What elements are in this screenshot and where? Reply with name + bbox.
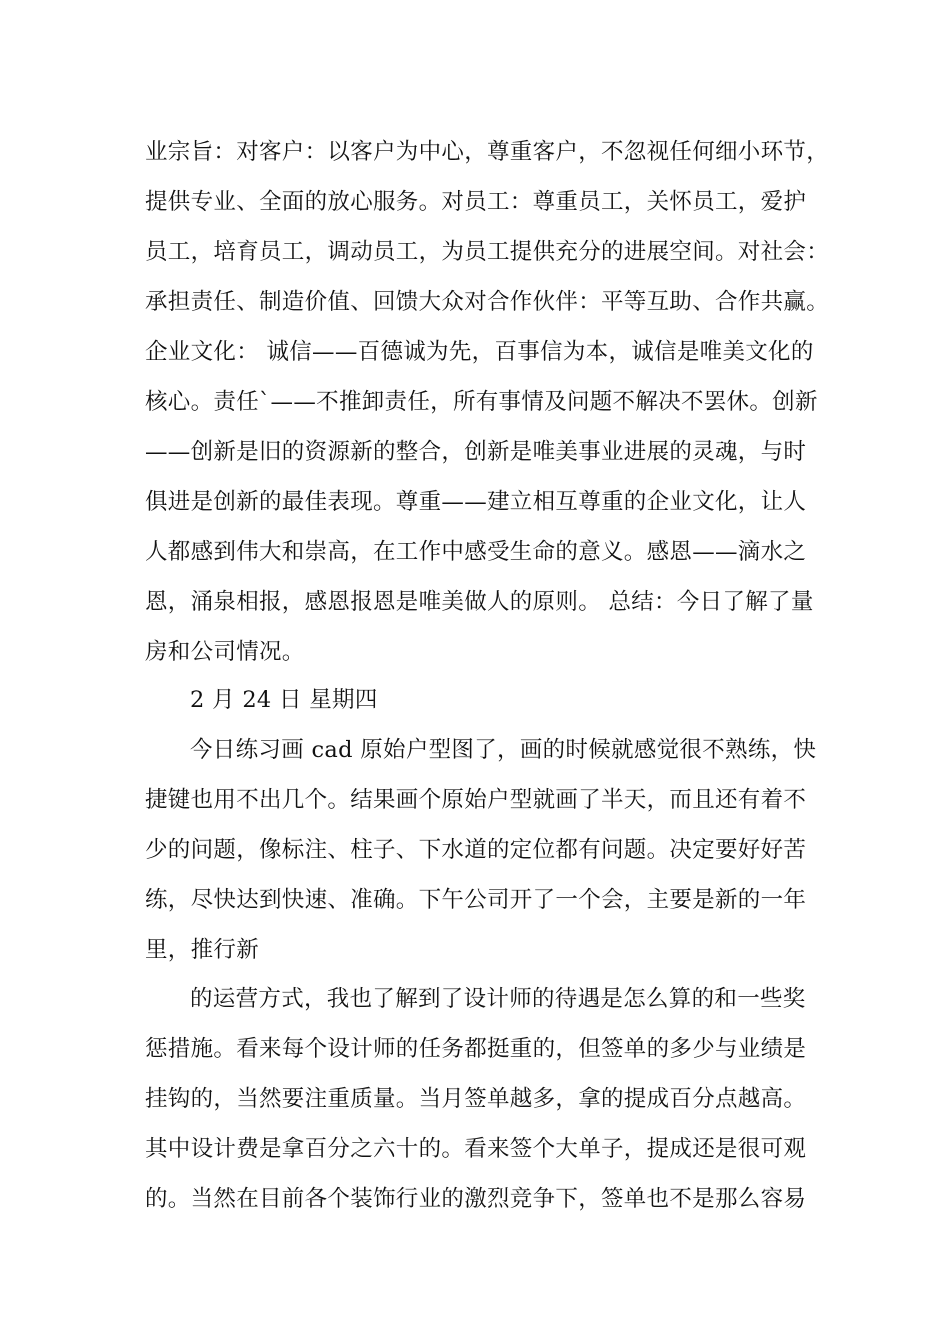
date-heading: 2 月 24 日 星期四 [190, 687, 378, 713]
text-line: 少的问题，像标注、柱子、下水道的定位都有问题。决定要好好苦 [145, 837, 807, 863]
text-line: 企业文化： 诚信——百德诚为先，百事信为本，诚信是唯美文化的 [145, 339, 814, 365]
text-line: 的运营方式，我也了解到了设计师的待遇是怎么算的和一些奖 [190, 986, 806, 1012]
text-line: 捷键也用不出几个。结果画个原始户型就画了半天，而且还有着不 [145, 787, 807, 813]
text-line: 提供专业、全面的放心服务。对员工：尊重员工，关怀员工，爱护 [145, 189, 807, 215]
text-line: 练，尽快达到快速、准确。下午公司开了一个会，主要是新的一年 [145, 887, 807, 913]
text-line: 核心。责任`——不推卸责任，所有事情及问题不解决不罢休。创新 [145, 389, 818, 415]
text-line: 承担责任、制造价值、回馈大众对合作伙伴：平等互助、合作共赢。 [145, 289, 830, 315]
text-line: 房和公司情况。 [145, 639, 305, 665]
text-line: 挂钩的，当然要注重质量。当月签单越多，拿的提成百分点越高。 [145, 1086, 807, 1112]
text-line: ——创新是旧的资源新的整合，创新是唯美事业进展的灵魂，与时 [145, 439, 807, 465]
date-heading-block [145, 675, 835, 725]
text-line: 里，推行新 [145, 937, 260, 963]
paragraph-cad-practice [145, 725, 835, 975]
paragraph-company-culture [145, 127, 835, 677]
text-line: 的。当然在目前各个装饰行业的激烈竞争下，签单也不是那么容易 [145, 1186, 807, 1212]
text-line: 其中设计费是拿百分之六十的。看来签个大单子，提成还是很可观 [145, 1136, 807, 1162]
text-line: 惩措施。看来每个设计师的任务都挺重的，但签单的多少与业绩是 [145, 1036, 807, 1062]
paragraph-operations [145, 974, 835, 1224]
text-line: 业宗旨：对客户：以客户为中心，尊重客户，不忽视任何细小环节， [145, 139, 830, 165]
text-line: 人都感到伟大和崇高，在工作中感受生命的意义。感恩——滴水之 [145, 539, 807, 565]
text-line: 俱进是创新的最佳表现。尊重——建立相互尊重的企业文化，让人 [145, 489, 807, 515]
text-line: 恩，涌泉相报，感恩报恩是唯美做人的原则。 总结：今日了解了量 [145, 589, 814, 615]
text-line: 今日练习画 cad 原始户型图了，画的时候就感觉很不熟练，快 [190, 737, 817, 763]
text-line: 员工，培育员工，调动员工，为员工提供充分的进展空间。对社会： [145, 239, 830, 265]
